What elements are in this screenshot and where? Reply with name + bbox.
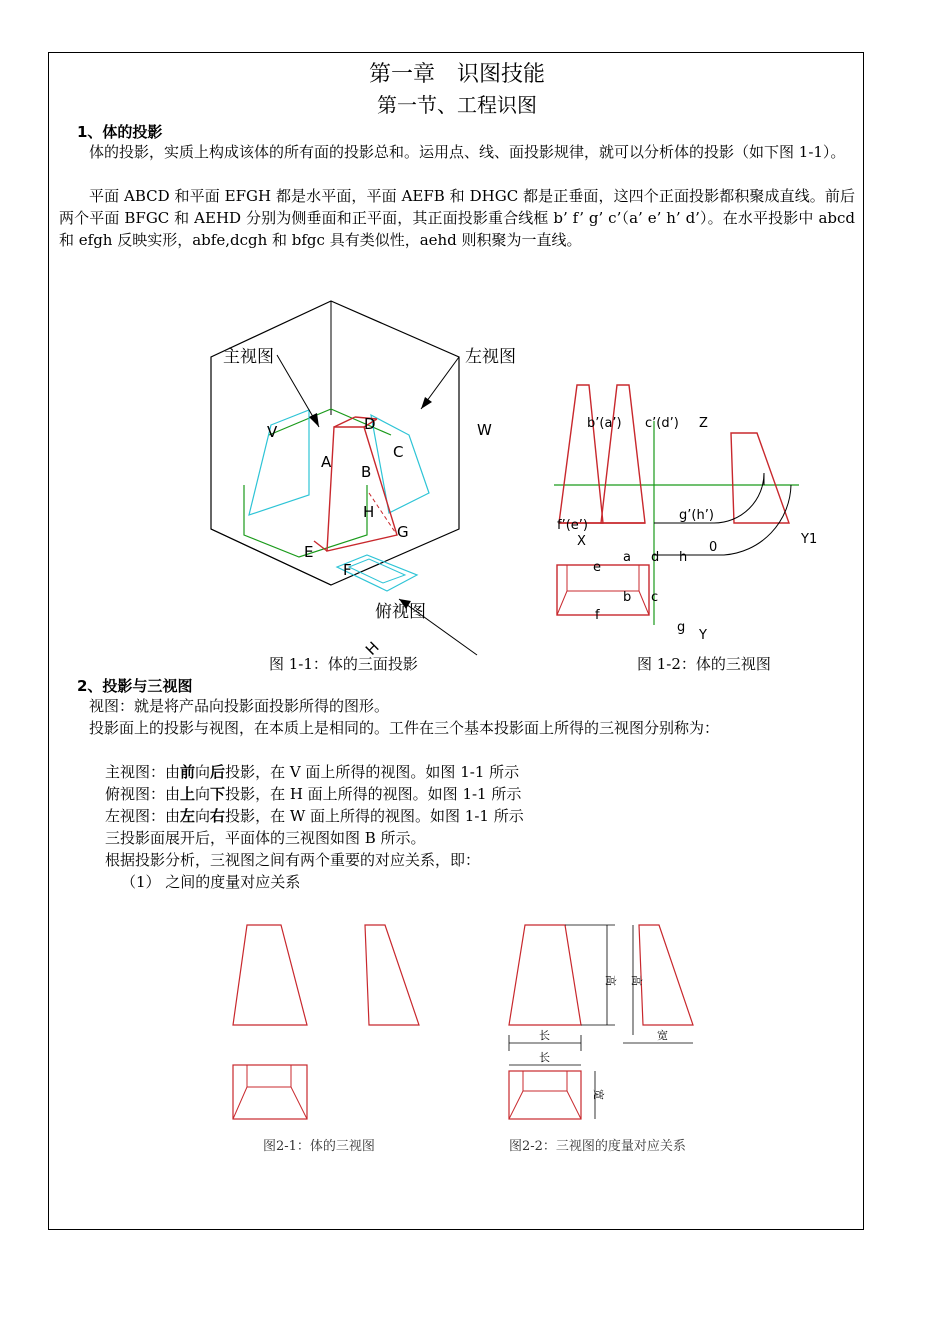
label-d: d <box>651 550 660 565</box>
figure-1-2-caption: 图 1-2：体的三视图 <box>637 655 771 673</box>
label-left-view: 左视图 <box>465 347 516 367</box>
label-z: Z <box>699 416 708 431</box>
label-plane-w: W <box>477 421 492 439</box>
fig22-label-length-1: 长 <box>539 1029 550 1042</box>
label-y: Y <box>699 628 707 643</box>
fig22-top-diag-l <box>509 1091 523 1119</box>
label-b: b <box>623 590 632 605</box>
chapter-title: 第一章 识图技能 <box>368 62 545 87</box>
section1-paragraph-1: 体的投影，实质上构成该体的所有面的投影总和。运用点、线、面投影规律，就可以分析体的投影（如下图 1-1）。 <box>89 143 846 161</box>
top-view-diag-right <box>639 591 649 615</box>
fig21-top-diag-l <box>233 1087 247 1119</box>
label-plane-v: V <box>267 423 278 441</box>
label-point-a: A <box>321 453 332 471</box>
label-bp: b’(a’) <box>587 416 622 431</box>
label-cp: c’(d’) <box>645 416 679 431</box>
section2-line-2: 投影面上的投影与视图，在本质上是相同的。工件在三个基本投影面上所得的三视图分别称为： <box>89 719 720 737</box>
label-point-c: C <box>393 443 404 461</box>
label-a: a <box>623 550 631 565</box>
section2-heading: 2、投影与三视图 <box>77 677 193 695</box>
label-point-b: B <box>361 463 372 481</box>
top-view-inner <box>567 565 639 591</box>
label-f: f <box>595 608 600 623</box>
fig21-top-inner <box>247 1065 291 1087</box>
label-fp: f’(e’) <box>557 518 588 533</box>
label-plane-h: H <box>361 638 383 659</box>
section1-paragraph-2: 平面 ABCD 和平面 EFGH 都是水平面，平面 AEFB 和 DHGC 都是正垂面，这四个正面投影都积聚成直线。前后两个平面 BFGC 和 AEHD 分别为侧垂面和正平面，其正面投影重合线框 b’ f’ g’ c’（a’ e’ h’ d’）。在水平投影中 abcd 和 efgh 反映实形，abfe,dcgh 和 bfgc 具有类似性，aehd 则积聚为一直线。 <box>59 187 855 249</box>
label-h: h <box>679 550 688 565</box>
front-view-outline-left <box>559 385 603 523</box>
section2-line-5: （1） 之间的度量对应关系 <box>121 873 301 891</box>
fig22-top-diag-r <box>567 1091 581 1119</box>
projection-box-outline <box>211 301 459 585</box>
fig21-top-diag-r <box>291 1087 307 1119</box>
label-o: 0 <box>709 540 718 555</box>
label-gp: g’(h’) <box>679 508 714 523</box>
figure-1-2 <box>499 353 839 653</box>
top-view-diag-left <box>557 591 567 615</box>
label-top-view: 俯视图 <box>375 602 426 622</box>
document-frame <box>48 52 864 1230</box>
top-view-outer <box>557 565 649 615</box>
label-point-h: H <box>363 503 375 521</box>
fig22-top-inner <box>523 1071 567 1091</box>
section2-line-4: 根据投影分析，三视图之间有两个重要的对应关系，即： <box>105 851 481 869</box>
label-x: X <box>577 534 586 549</box>
left-view-definition: 左视图：由左向右投影，在 W 面上所得的视图。如图 1-1 所示 <box>105 807 524 825</box>
label-front-view: 主视图 <box>223 347 274 367</box>
cyan-top-inner <box>349 559 405 583</box>
section2-line-1: 视图：就是将产品向投影面投影所得的图形。 <box>89 697 390 715</box>
figure-1-1 <box>159 285 516 659</box>
fig21-top-view <box>233 1065 307 1119</box>
left-view-outline <box>731 433 789 523</box>
fig21-left-view <box>365 925 419 1025</box>
fig22-label-height-1: 高 <box>604 975 617 986</box>
label-point-f: F <box>343 561 352 579</box>
projection-arc-outer <box>654 485 791 555</box>
label-g: g <box>677 620 686 635</box>
cyan-front-projection <box>249 410 309 515</box>
label-point-e: E <box>304 543 314 561</box>
fig22-label-width-1: 宽 <box>657 1029 668 1042</box>
fig22-front-view <box>509 925 581 1025</box>
figure-2-2-caption: 图2-2：三视图的度量对应关系 <box>509 1139 686 1154</box>
figure-2 <box>219 919 779 1099</box>
section-title: 第一节、工程识图 <box>377 93 537 117</box>
label-e: e <box>593 560 601 575</box>
red-solid-top-edge <box>334 417 355 427</box>
red-solid-front <box>327 427 397 551</box>
front-view-outline-right <box>601 385 645 523</box>
section1-heading: 1、体的投影 <box>77 123 163 141</box>
section2-line-3: 三投影面展开后，平面体的三视图如图 B 所示。 <box>105 829 426 847</box>
fig22-label-height-2: 高 <box>630 975 643 986</box>
figure-2-1-caption: 图2-1：体的三视图 <box>263 1139 375 1154</box>
top-view-definition: 俯视图：由上向下投影，在 H 面上所得的视图。如图 1-1 所示 <box>105 785 522 803</box>
label-c: c <box>651 590 659 605</box>
front-view-definition: 主视图：由前向后投影，在 V 面上所得的视图。如图 1-1 所示 <box>105 763 520 781</box>
fig22-label-length-2: 长 <box>539 1051 550 1064</box>
fig22-top-view <box>509 1071 581 1119</box>
fig22-label-width-2: 宽 <box>592 1089 605 1100</box>
fig21-front-view <box>233 925 307 1025</box>
label-y1: Y1 <box>801 532 818 547</box>
arrow-left-view-head <box>421 397 432 409</box>
fig22-left-view <box>639 925 693 1025</box>
figure-1-1-caption: 图 1-1：体的三面投影 <box>269 655 418 673</box>
label-point-g: G <box>397 523 409 541</box>
label-point-d: D <box>364 415 376 433</box>
